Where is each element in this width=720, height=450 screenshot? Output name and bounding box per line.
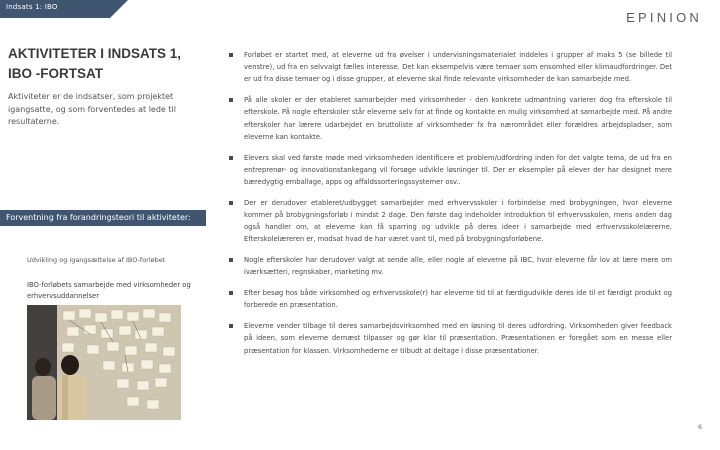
epinion-logo	[626, 10, 702, 25]
page-number: 6	[698, 424, 702, 431]
left-column	[8, 44, 208, 129]
bullet-item: Elevers skal ved første møde med virksomheden identificere et problem/udfordring inden for det valgte tema, de ud fra en entreprenør- og innovationstankegang vil forsøge udvikle løsninger til. Der er eksempler på elever der har designet mere bæredygtig emballage, apps og affaldssorteringssystemer osv..	[228, 152, 672, 189]
bullet-item: På alle skoler er der etableret samarbejder med virksomheder - den konkrete udmøntning varierer dog fra efterskole til efterskole. På nogle efterskoler står eleverne selv for at finde og kontakte en mulig virksomhed at samarbejde med. På andre efterskoler har lærere udarbejdet en bruttoliste af virksomheder fx fra nærområdet eller forældres arbejdspladser, som eleverne kan kontakte.	[228, 94, 672, 143]
section-tab-label: Indsats 1: IBO	[6, 3, 58, 11]
caption-collaboration: IBO-forløbets samarbejde med virksomheder og erhvervsuddannelser	[27, 281, 191, 300]
photo-illustration	[27, 305, 181, 420]
bullet-item: Forløbet er startet med, at eleverne ud fra øvelser i undervisningsmaterialet inddeles i grupper af maks 5 (se billede til venstre), ud fra en selvvalgt fælles interesse. Det kan eksempelvis være temaer som ensomhed eller klimaudfordringer. Det er ud fra disse temaer og i disse grupper, at eleverne skal finde relevante virksomheder de kan samarbejde med.	[228, 49, 672, 86]
bullet-list	[228, 49, 672, 365]
bullet-item: Nogle efterskoler har derudover valgt at sende alle, eller nogle af eleverne på IBC, hvor eleverne får lov at lære mere om iværksætteri, regnskaber, marketing mv.	[228, 254, 672, 278]
expectation-band	[0, 210, 206, 226]
bullet-item: Efter besøg hos både virksomhed og erhvervsskole(r) har eleverne tid til at færdigudvikle deres ide til et færdigt produkt og forberede en præsentation.	[228, 287, 672, 311]
page-title: AKTIVITETER I INDSATS 1, IBO -FORTSAT	[8, 46, 182, 81]
expectation-band-label: Forventning fra forandringsteori til aktiviteter:	[6, 213, 191, 222]
bullet-item: Eleverne vender tilbage til deres samarbejdsvirksomhed med en løsning til deres udfordring. Virksomheden giver feedback på ideen, som eleverne dernæst tilpasser og gør klar til præsentation. Præsentationen er foregået som en messe eller præsentation for klassen. Virksomhederne er tilbudt at deltage i disse præsentationer.	[228, 320, 672, 357]
classroom-photo	[27, 305, 181, 420]
caption-development: Udvikling og igangsættelse af IBO-forløbet	[27, 256, 166, 264]
bullet-item: Der er derudover etableret/udbygget samarbejder med erhvervsskoler i forbindelse med brobygningen, hvor eleverne kommer på brobygningsforløb i mindst 2 dage. Den første dag indeholder introduktion til erhvervsskolen, mens anden dag også handler om, at eleverne kan få sparring og udvikle på deres ideer i samarbejde med erhvervsskolelærerne. Efterskolelæreren er, modsat hvad de har været vant til, med på brobygningsforløbene.	[228, 197, 672, 246]
page-subtitle: Aktiviteter er de indsatser, som projektet igangsatte, og som forventedes at lede til resultaterne.	[8, 92, 176, 126]
section-tab	[0, 0, 128, 18]
logo-text: EPINION	[626, 10, 702, 25]
